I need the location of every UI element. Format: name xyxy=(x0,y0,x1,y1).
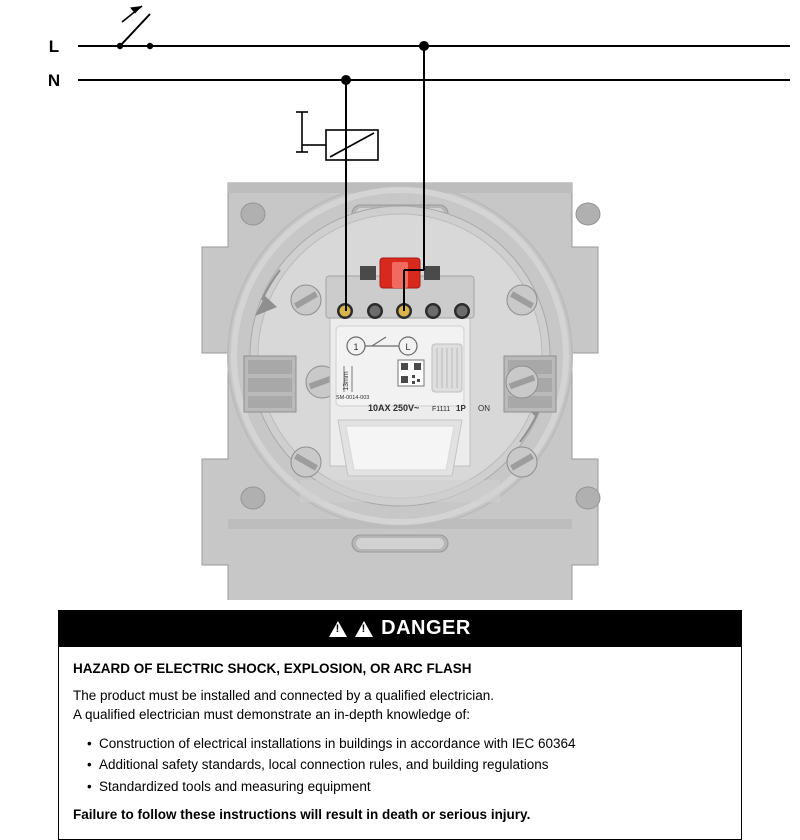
device-state: ON xyxy=(478,404,490,413)
list-item: • Construction of electrical installations in buildings in accordance with IEC 60364 xyxy=(89,734,727,754)
danger-callout xyxy=(58,610,742,840)
switch-device-illustration xyxy=(202,183,600,600)
warning-triangle-icon xyxy=(329,621,347,637)
list-item: • Standardized tools and measuring equipment xyxy=(89,777,727,797)
danger-footer: Failure to follow these instructions will result in death or serious injury. xyxy=(73,807,531,823)
svg-text:1: 1 xyxy=(353,342,359,352)
danger-body xyxy=(59,647,741,839)
load-symbol xyxy=(296,112,378,160)
warning-triangle-icon xyxy=(355,621,373,637)
danger-title: DANGER xyxy=(381,617,471,639)
danger-bullet-list xyxy=(73,734,727,797)
device-rating: 10AX 250V~ xyxy=(368,403,420,413)
device-poles: 1P xyxy=(456,404,466,413)
strip-length-label: 13mm xyxy=(343,371,350,391)
list-item: • Additional safety standards, local connection rules, and building regulations xyxy=(89,755,727,775)
danger-paragraph-2: A qualified electrician must demonstrate an in-depth knowledge of: xyxy=(73,707,470,723)
label-line: L xyxy=(48,37,60,56)
danger-paragraph-1: The product must be installed and connected by a qualified electrician. xyxy=(73,687,495,703)
qr-code xyxy=(398,360,424,386)
danger-subtitle: HAZARD OF ELECTRIC SHOCK, EXPLOSION, OR ARC FLASH xyxy=(73,661,472,676)
label-neutral: N xyxy=(47,71,61,90)
svg-text:L: L xyxy=(405,342,411,352)
device-code-right: F1111 xyxy=(432,406,451,413)
danger-header xyxy=(59,611,741,647)
device-code-left: SM-0014-003 xyxy=(336,395,370,401)
